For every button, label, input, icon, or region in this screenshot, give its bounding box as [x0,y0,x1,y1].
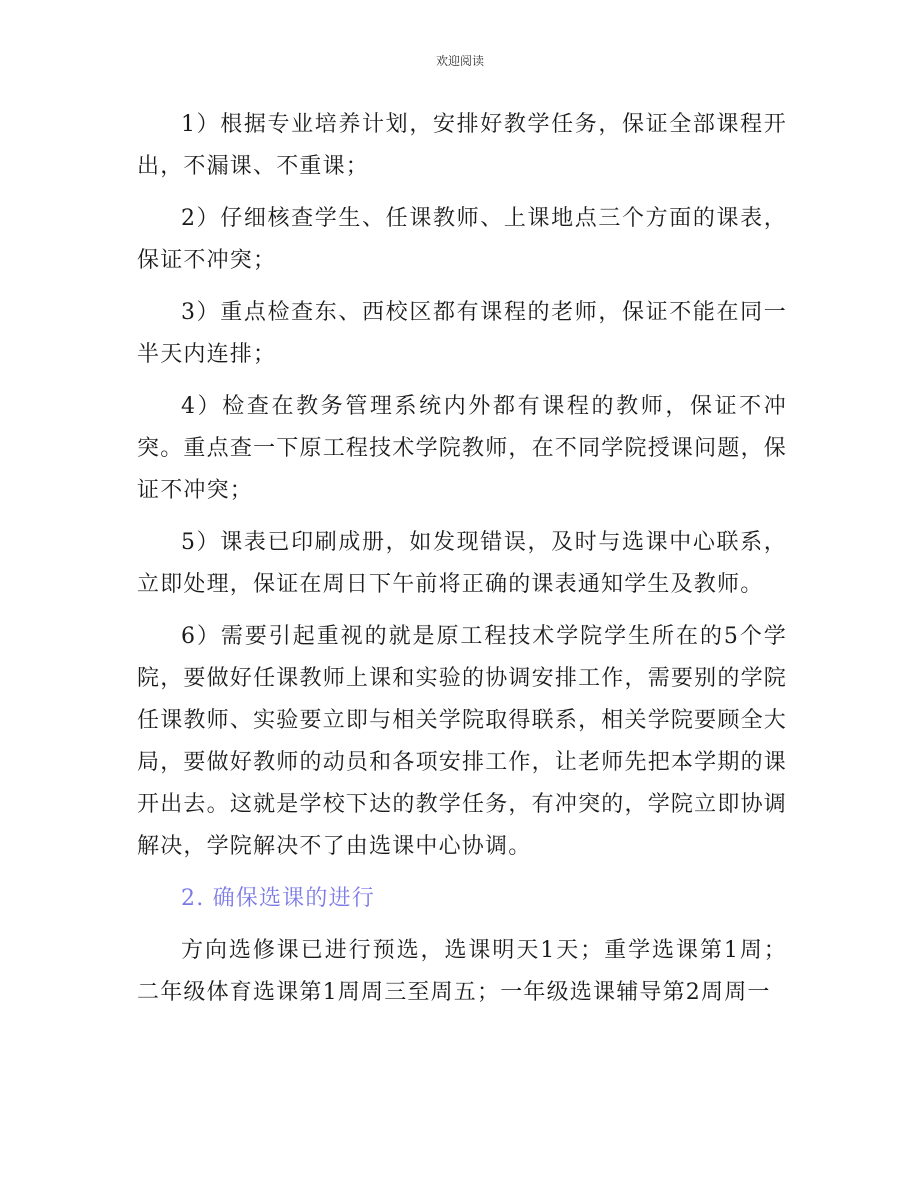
paragraph-4: 4）检查在教务管理系统内外都有课程的教师，保证不冲突。重点查一下原工程技术学院教师，在不同学院授课问题，保证不冲突； [137,394,787,503]
paragraph-6: 6）需要引起重视的就是原工程技术学院学生所在的5个学院，要做好任课教师上课和实验的协调安排工作，需要别的学院任课教师、实验要立即与相关学院取得联系，相关学院要顾全大局，要做好教师的动员和各项安排工作，让老师先把本学期的课开出去。这就是学校下达的教学任务，有冲突的，学院立即协调解决，学院解决不了由选课中心协调。 [137,624,787,859]
paragraph-5: 5）课表已印刷成册，如发现错误，及时与选课中心联系，立即处理，保证在周日下午前将正确的课表通知学生及教师。 [137,530,787,597]
page-header: 欢迎阅读 [435,54,484,68]
paragraph-3: 3）重点检查东、西校区都有课程的老师，保证不能在同一半天内连排； [137,300,787,367]
section-paragraph: 方向选修课已进行预选，选课明天1天；重学选课第1周；二年级体育选课第1周周三至周五；一年级选课辅导第2周周一 [137,938,787,1005]
section-heading: 2. 确保选课的进行 [181,886,375,911]
document-body [137,104,787,1024]
paragraph-2: 2）仔细核查学生、任课教师、上课地点三个方面的课表，保证不冲突； [137,206,787,273]
paragraph-1: 1）根据专业培养计划，安排好教学任务，保证全部课程开出，不漏课、不重课； [137,112,787,179]
